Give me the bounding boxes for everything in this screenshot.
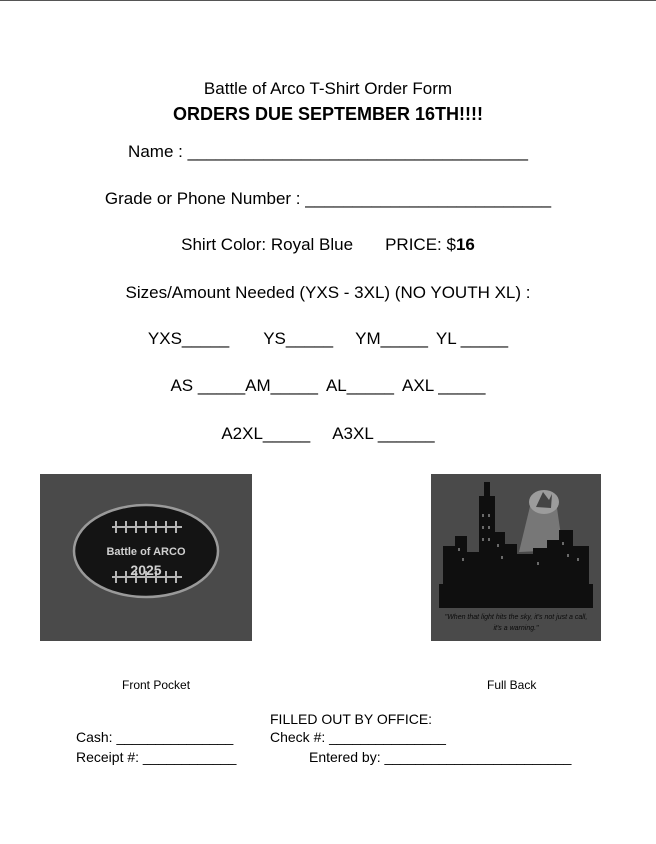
size-a2xl-field[interactable]: A2XL_____ [221, 424, 311, 443]
size-axl-field[interactable]: AXL _____ [402, 376, 486, 395]
form-title: Battle of Arco T-Shirt Order Form [203, 79, 453, 98]
large-sizes-row [0, 424, 656, 444]
cash-field[interactable]: Cash: _______________ [76, 729, 234, 745]
football-graphic [40, 474, 252, 641]
youth-sizes-row [0, 329, 656, 349]
order-deadline: ORDERS DUE SEPTEMBER 16TH!!!! [172, 104, 484, 124]
front-pocket-caption: Front Pocket [122, 678, 191, 692]
grade-phone-field[interactable]: Grade or Phone Number : __________________________ [104, 189, 552, 208]
back-quote-line-1: "When that light hits the sky, it's not just a call, [444, 614, 588, 621]
full-back-image [431, 474, 601, 641]
skyline-graphic [431, 474, 601, 641]
receipt-number-field[interactable]: Receipt #: ____________ [76, 749, 237, 765]
back-quote-line-2: it's a warning." [493, 625, 539, 632]
office-heading: FILLED OUT BY OFFICE: [270, 711, 433, 727]
size-as-field[interactable]: AS _____ [170, 376, 246, 395]
size-am-field[interactable]: AM_____ [245, 376, 318, 395]
sizes-label: Sizes/Amount Needed (YXS - 3XL) (NO YOUTH XL) : [125, 283, 531, 302]
size-al-field[interactable]: AL_____ [325, 376, 395, 395]
size-a3xl-field[interactable]: A3XL ______ [332, 424, 435, 443]
size-ys-field[interactable]: YS_____ [263, 329, 334, 348]
front-pocket-image [40, 474, 252, 641]
adult-sizes-row [0, 376, 656, 396]
shirt-color-price-row [0, 235, 656, 255]
name-field[interactable]: Name : ____________________________________ [128, 142, 528, 161]
page-top-border [0, 0, 656, 1]
front-text-1: Battle of ARCO [106, 546, 186, 558]
price-value: 16 [455, 235, 475, 254]
check-number-field[interactable]: Check #: _______________ [270, 729, 446, 745]
size-yl-field[interactable]: YL _____ [435, 329, 509, 348]
price-label: PRICE: $ [385, 235, 456, 254]
size-yxs-field[interactable]: YXS_____ [147, 329, 230, 348]
front-text-2: 2025 [130, 562, 162, 578]
size-ym-field[interactable]: YM_____ [355, 329, 428, 348]
city-skyline [439, 482, 593, 608]
full-back-caption: Full Back [487, 678, 537, 692]
shirt-color: Shirt Color: Royal Blue [181, 235, 354, 254]
entered-by-field[interactable]: Entered by: ________________________ [309, 749, 572, 765]
